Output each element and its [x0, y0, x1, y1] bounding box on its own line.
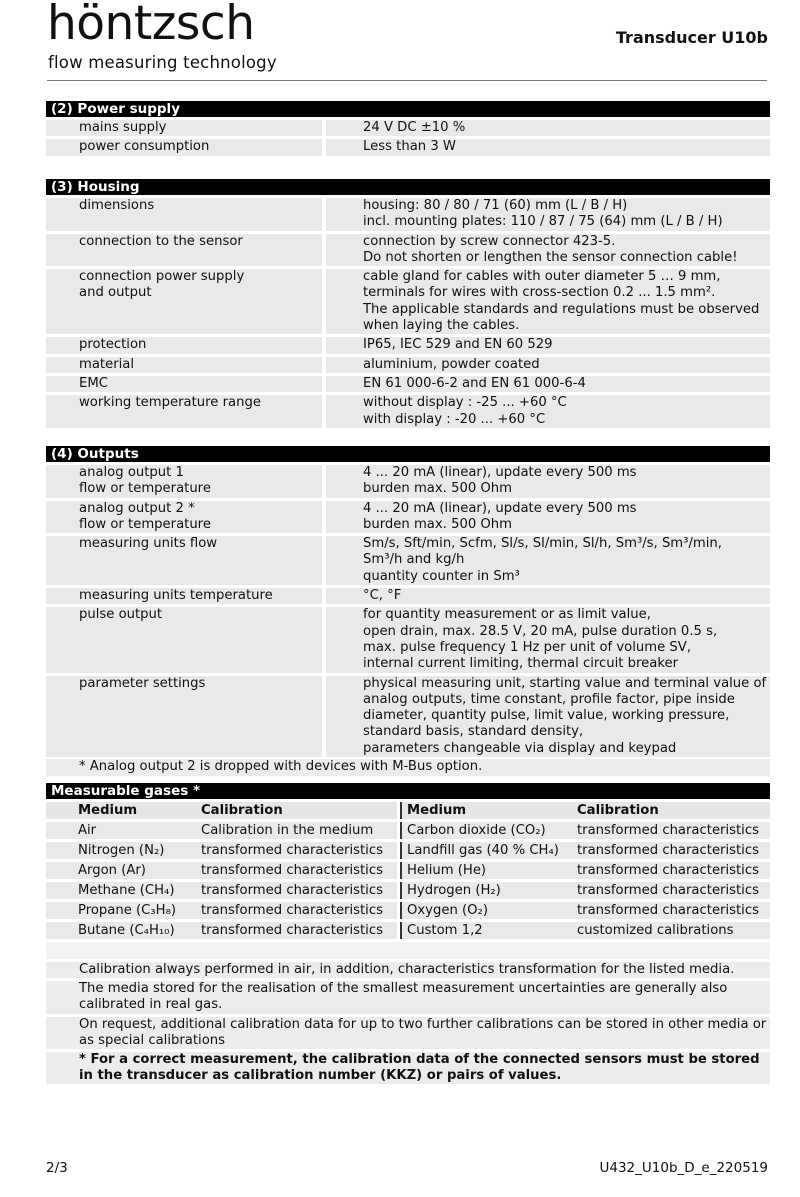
- spec-label: analog output 1 flow or temperature: [46, 465, 322, 498]
- spec-row: [46, 337, 770, 353]
- spec-value: for quantity measurement or as limit value, open drain, max. 28.5 V, 20 mA, pulse duration 0.5 s, max. pulse frequency 1 Hz per unit of volume SV, internal current limiting, thermal circuit breaker: [326, 607, 770, 672]
- gas-calibration: transformed characteristics: [572, 902, 770, 919]
- spec-value: IP65, IEC 529 and EN 60 529: [326, 337, 770, 353]
- spec-label: EMC: [46, 376, 322, 392]
- section-heading: (2) Power supply: [46, 101, 770, 117]
- spec-label: connection to the sensor: [46, 234, 322, 267]
- spec-row: [46, 120, 770, 136]
- gas-row: [46, 902, 770, 919]
- spec-label: pulse output: [46, 607, 322, 672]
- section-heading: Measurable gases *: [46, 783, 770, 799]
- gas-calibration: transformed characteristics: [572, 862, 770, 879]
- column-header: Calibration: [572, 802, 770, 819]
- gas-medium: Oxygen (O₂): [400, 902, 572, 919]
- gas-row: [46, 922, 770, 939]
- spec-value: Sm/s, Sft/min, Scfm, Sl/s, Sl/min, Sl/h, Sm³/s, Sm³/min, Sm³/h and kg/h quantity counter in Sm³: [326, 536, 770, 585]
- gas-calibration: transformed characteristics: [196, 922, 400, 939]
- logo-tagline: flow measuring technology: [48, 53, 277, 72]
- spec-row: [46, 465, 770, 498]
- gas-calibration: transformed characteristics: [572, 822, 770, 839]
- company-logo: [47, 0, 255, 50]
- outputs-rows: [46, 465, 770, 757]
- document-id: U432_U10b_D_e_220519: [599, 1160, 768, 1176]
- spec-row: [46, 234, 770, 267]
- gas-calibration: Calibration in the medium: [196, 822, 400, 839]
- gas-calibration: transformed characteristics: [572, 882, 770, 899]
- spec-row: [46, 536, 770, 585]
- gas-medium: Carbon dioxide (CO₂): [400, 822, 572, 839]
- gases-table-header: [46, 802, 770, 819]
- section-heading: (3) Housing: [46, 179, 770, 195]
- outputs-note: * Analog output 2 is dropped with devices with M-Bus option.: [46, 759, 770, 776]
- spec-row: [46, 501, 770, 534]
- spec-label: measuring units temperature: [46, 588, 322, 604]
- spec-row: [46, 376, 770, 392]
- gas-medium: Air: [46, 822, 196, 839]
- gas-medium: Helium (He): [400, 862, 572, 879]
- spec-value: 4 ... 20 mA (linear), update every 500 ms burden max. 500 Ohm: [326, 465, 770, 498]
- spec-value: physical measuring unit, starting value and terminal value of analog outputs, time constant, profile factor, pipe inside diameter, quantity pulse, limit value, working pressure, standard basis, standard density, parameters changeable via display and keypad: [326, 676, 770, 757]
- column-header: Calibration: [196, 802, 400, 819]
- gas-calibration: transformed characteristics: [196, 882, 400, 899]
- gas-row: [46, 882, 770, 899]
- spec-value: 4 ... 20 mA (linear), update every 500 ms burden max. 500 Ohm: [326, 501, 770, 534]
- power-supply-section: [46, 101, 770, 156]
- gas-medium: Nitrogen (N₂): [46, 842, 196, 859]
- spec-label: parameter settings: [46, 676, 322, 757]
- gases-paragraph: The media stored for the realisation of the smallest measurement uncertainties are generally also calibrated in real gas.: [46, 981, 770, 1013]
- spec-row: [46, 607, 770, 672]
- column-header: Medium: [400, 802, 572, 819]
- spec-value: 24 V DC ±10 %: [326, 120, 770, 136]
- section-heading: (4) Outputs: [46, 446, 770, 462]
- gas-calibration: customized calibrations: [572, 922, 770, 939]
- spec-row: [46, 269, 770, 334]
- spec-row: [46, 676, 770, 757]
- spec-label: dimensions: [46, 198, 322, 231]
- spec-row: [46, 139, 770, 155]
- spec-value: connection by screw connector 423-5. Do not shorten or lengthen the sensor connection cable!: [326, 234, 770, 267]
- gas-calibration: transformed characteristics: [196, 902, 400, 919]
- spec-value: EN 61 000-6-2 and EN 61 000-6-4: [326, 376, 770, 392]
- spec-value: without display : -25 ... +60 °C with display : -20 ... +60 °C: [326, 395, 770, 428]
- gas-calibration: transformed characteristics: [572, 842, 770, 859]
- gas-medium: Propane (C₃H₈): [46, 902, 196, 919]
- gas-medium: Hydrogen (H₂): [400, 882, 572, 899]
- gas-medium: Custom 1,2: [400, 922, 572, 939]
- page-number: 2/3: [46, 1160, 68, 1176]
- gas-row: [46, 842, 770, 859]
- gases-paragraph: On request, additional calibration data for up to two further calibrations can be stored in other media or as special calibrations: [46, 1017, 770, 1049]
- logo-wordmark: höntzsch: [47, 0, 255, 51]
- spec-value: cable gland for cables with outer diameter 5 … 9 mm, terminals for wires with cross-section 0.2 ... 1.5 mm². The applicable standards and regulations must be observed when laying the cables.: [326, 269, 770, 334]
- gases-table: [46, 799, 770, 942]
- housing-section: [46, 179, 770, 428]
- spacer-row: [46, 942, 770, 959]
- spec-label: connection power supply and output: [46, 269, 322, 334]
- spec-row: [46, 357, 770, 373]
- spec-label: material: [46, 357, 322, 373]
- gas-calibration: transformed characteristics: [196, 842, 400, 859]
- spec-label: working temperature range: [46, 395, 322, 428]
- spec-row: [46, 588, 770, 604]
- spec-value: aluminium, powder coated: [326, 357, 770, 373]
- measurable-gases-section: [46, 783, 770, 1084]
- spec-label: protection: [46, 337, 322, 353]
- spec-label: power consumption: [46, 139, 322, 155]
- spec-label: measuring units flow: [46, 536, 322, 585]
- spec-value: Less than 3 W: [326, 139, 770, 155]
- document-title: Transducer U10b: [615, 28, 768, 47]
- outputs-section: [46, 446, 770, 776]
- gas-medium: Methane (CH₄): [46, 882, 196, 899]
- header-divider: [47, 80, 767, 81]
- calibration-warning: * For a correct measurement, the calibration data of the connected sensors must be stored in the transducer as calibration number (KKZ) or pairs of values.: [46, 1052, 770, 1084]
- gas-medium: Argon (Ar): [46, 862, 196, 879]
- gases-paragraph: Calibration always performed in air, in addition, characteristics transformation for the listed media.: [46, 962, 770, 978]
- gas-calibration: transformed characteristics: [196, 862, 400, 879]
- gas-medium: Landfill gas (40 % CH₄): [400, 842, 572, 859]
- gas-row: [46, 822, 770, 839]
- spec-value: housing: 80 / 80 / 71 (60) mm (L / B / H) incl. mounting plates: 110 / 87 / 75 (64) mm (L / B / H): [326, 198, 770, 231]
- power-supply-rows: [46, 120, 770, 156]
- housing-rows: [46, 198, 770, 428]
- gas-medium: Butane (C₄H₁₀): [46, 922, 196, 939]
- spec-label: mains supply: [46, 120, 322, 136]
- spec-row: [46, 395, 770, 428]
- spec-row: [46, 198, 770, 231]
- spec-value: °C, °F: [326, 588, 770, 604]
- column-header: Medium: [46, 802, 196, 819]
- gas-row: [46, 862, 770, 879]
- spec-label: analog output 2 * flow or temperature: [46, 501, 322, 534]
